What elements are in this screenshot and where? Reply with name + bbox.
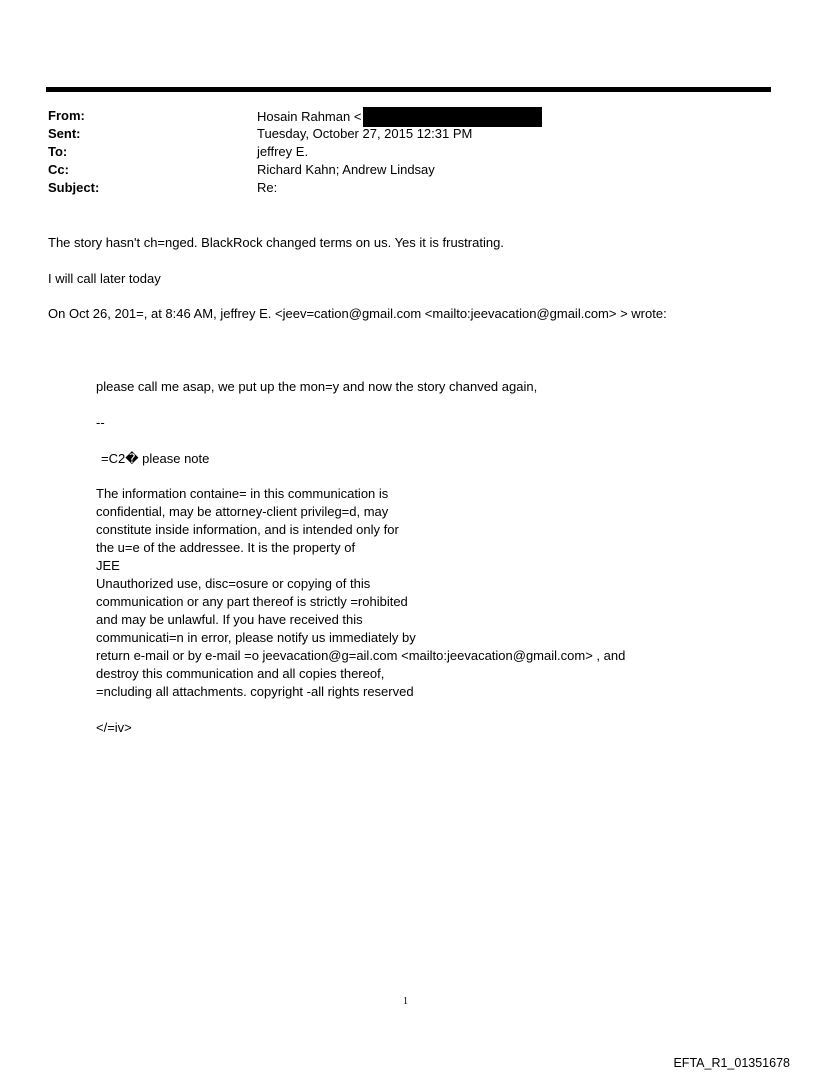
- from-value: [257, 107, 542, 127]
- subject-label: Subject:: [48, 180, 100, 195]
- disclaimer-line: and may be unlawful. If you have received this: [96, 612, 363, 627]
- cc-value: Richard Kahn; Andrew Lindsay: [257, 162, 435, 177]
- disclaimer-line: the u=e of the addressee. It is the property of: [96, 540, 356, 555]
- disclaimer-line: =ncluding all attachments. copyright -all rights reserved: [96, 684, 414, 699]
- to-label: To:: [48, 144, 68, 159]
- signature-dashes: --: [96, 415, 105, 430]
- disclaimer-line: constitute inside information, and is intended only for: [96, 522, 399, 537]
- disclaimer-line: destroy this communication and all copies thereof,: [96, 666, 385, 681]
- to-value: jeffrey E.: [257, 144, 309, 159]
- from-label: From:: [48, 108, 85, 123]
- document-id: EFTA_R1_01351678: [673, 1056, 790, 1070]
- header-rule: [46, 87, 771, 92]
- quoted-line-1: please call me asap, we put up the mon=y and now the story chanved again,: [96, 379, 538, 394]
- sent-value: Tuesday, October 27, 2015 12:31 PM: [257, 126, 473, 141]
- disclaimer-line: confidential, may be attorney-client privileg=d, may: [96, 504, 389, 519]
- redaction-box: [363, 107, 542, 127]
- closing-tag: </=iv>: [96, 720, 132, 735]
- please-note: =C2� please note: [101, 451, 210, 466]
- disclaimer-line: JEE: [96, 558, 120, 573]
- disclaimer-line: return e-mail or by e-mail =o jeevacation@g=ail.com <mailto:jeevacation@gmail.com> , and: [96, 648, 626, 663]
- subject-value: Re:: [257, 180, 278, 195]
- body-line-2: I will call later today: [48, 271, 161, 286]
- disclaimer-line: The information containe= in this communication is: [96, 486, 389, 501]
- disclaimer-line: communication or any part thereof is strictly =rohibited: [96, 594, 408, 609]
- body-line-1: The story hasn't ch=nged. BlackRock changed terms on us. Yes it is frustrating.: [48, 235, 504, 250]
- disclaimer-line: communicati=n in error, please notify us immediately by: [96, 630, 416, 645]
- page-number: 1: [403, 996, 408, 1007]
- from-name: Hosain Rahman <: [257, 109, 362, 124]
- disclaimer-line: Unauthorized use, disc=osure or copying of this: [96, 576, 371, 591]
- cc-label: Cc:: [48, 162, 69, 177]
- quote-attribution: On Oct 26, 201=, at 8:46 AM, jeffrey E. <jeev=cation@gmail.com <mailto:jeevacation@gmail.com> > wrote:: [48, 306, 667, 321]
- sent-label: Sent:: [48, 126, 81, 141]
